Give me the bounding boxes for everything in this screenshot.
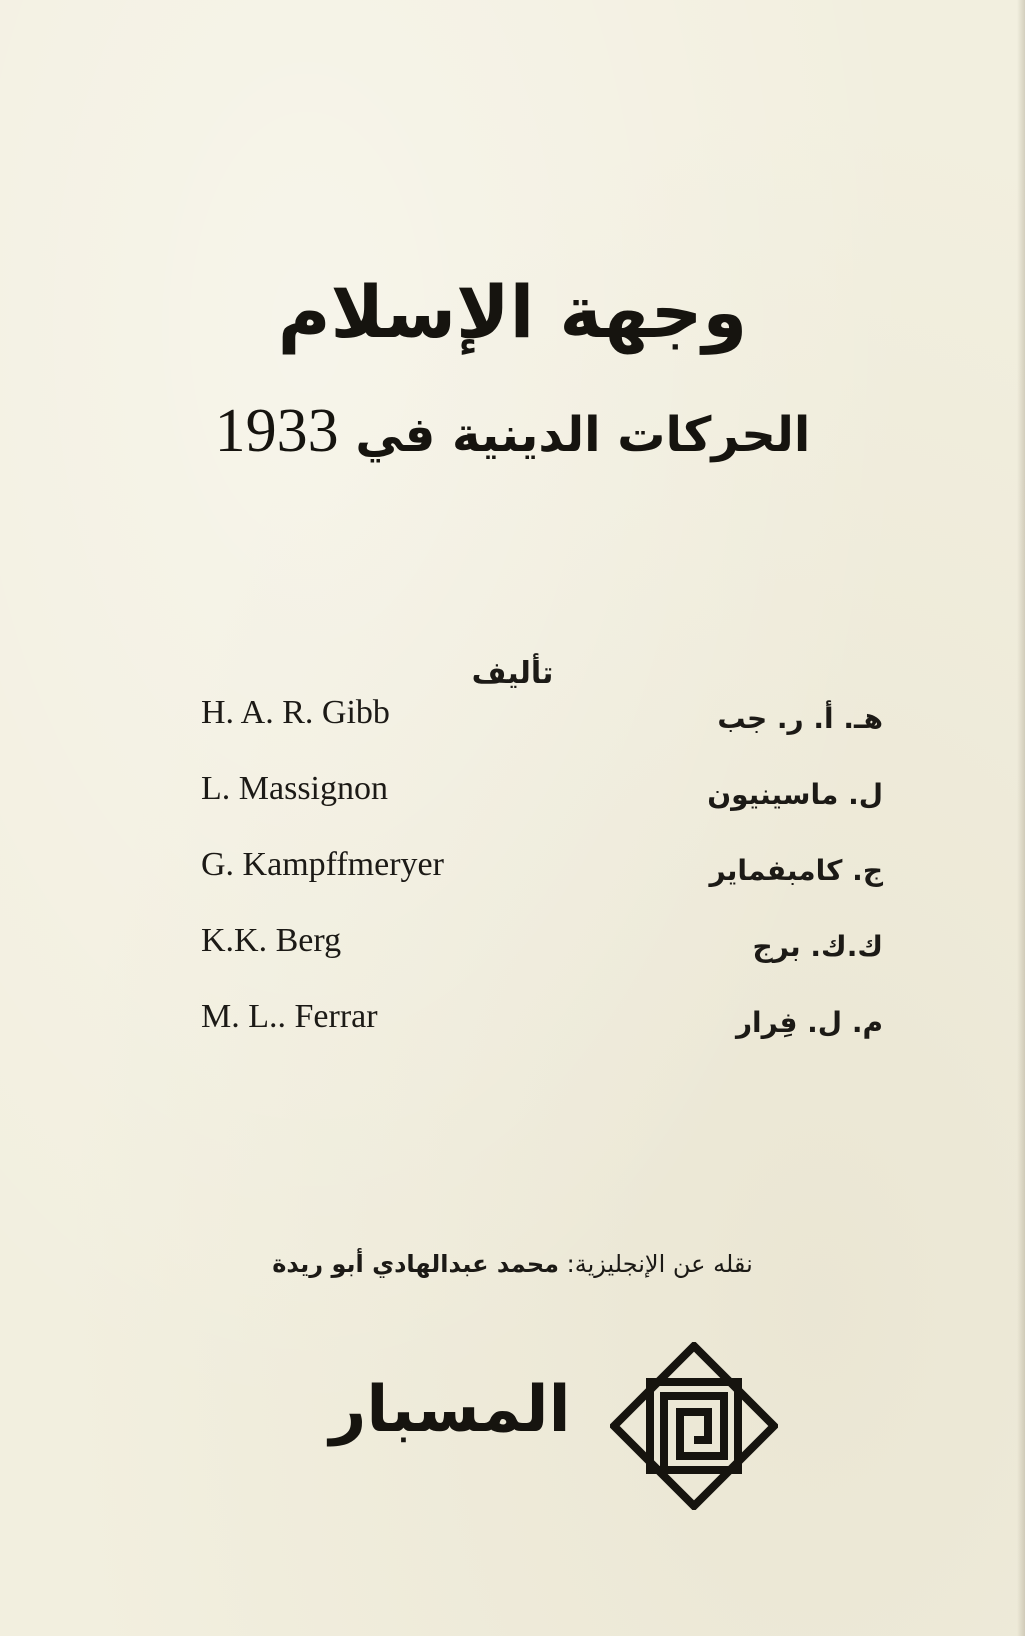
book-title: وجهة الإسلام — [277, 270, 748, 354]
translator-credit — [0, 1244, 1025, 1284]
author-row — [0, 992, 1025, 1042]
page-edge-shadow — [1017, 0, 1025, 1636]
translator-name: محمد عبدالهادي أبو ريدة — [272, 1250, 560, 1278]
author-row — [0, 916, 1025, 966]
translator-label: نقله عن الإنجليزية: — [566, 1250, 753, 1278]
author-name-arabic: ك.ك. برج — [752, 930, 883, 963]
author-name-arabic: ج. كامبفماير — [709, 854, 883, 887]
book-subtitle — [0, 396, 1025, 470]
almesbar-kufic-logo-icon — [610, 1342, 778, 1510]
author-name-english: H. A. R. Gibb — [201, 694, 390, 731]
author-name-arabic: ل. ماسينيون — [707, 778, 883, 811]
author-row — [0, 840, 1025, 890]
author-name-english: M. L.. Ferrar — [201, 998, 378, 1035]
publisher-name: المسبار — [329, 1373, 571, 1447]
subtitle-year: 1933 — [214, 397, 339, 465]
subtitle-text: الحركات الدينية في — [355, 407, 811, 463]
author-name-english: L. Massignon — [201, 770, 388, 807]
author-name-english: G. Kampffmeryer — [201, 846, 444, 883]
author-row — [0, 764, 1025, 814]
author-name-english: K.K. Berg — [201, 922, 342, 959]
authors-heading: تأليف — [471, 656, 554, 691]
author-row — [0, 688, 1025, 738]
author-name-arabic: هـ. أ. ر. جب — [717, 702, 883, 735]
author-name-arabic: م. ل. فِرار — [735, 1006, 883, 1039]
